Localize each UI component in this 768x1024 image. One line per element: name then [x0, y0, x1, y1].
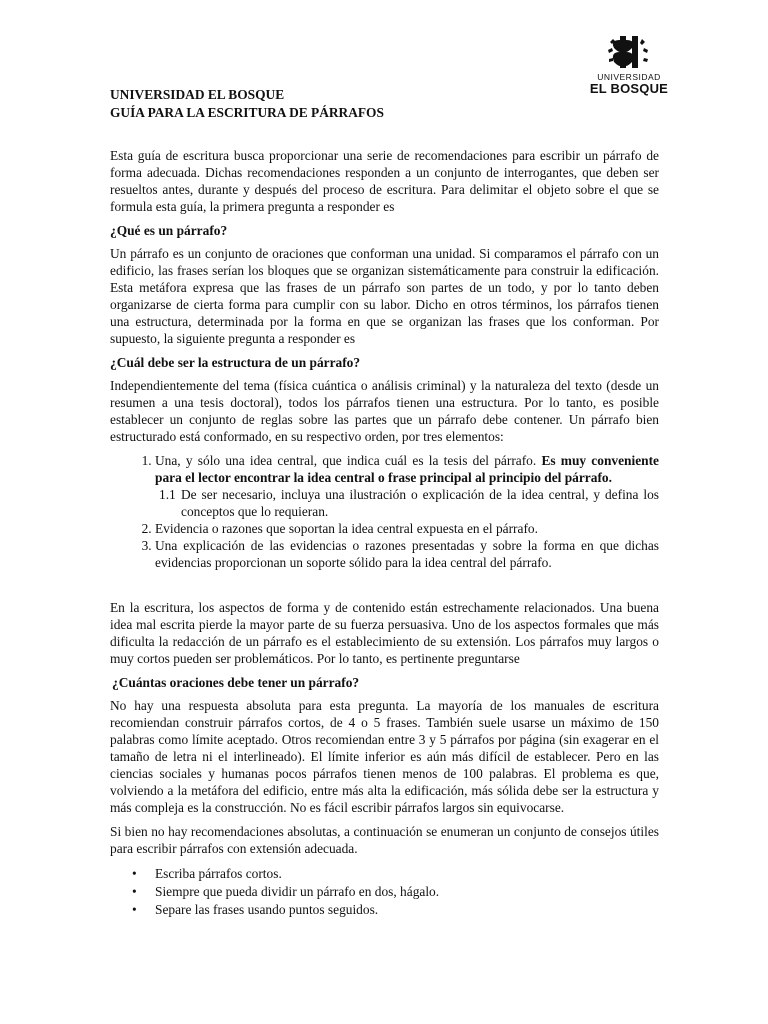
structure-list [110, 452, 659, 571]
question-heading-3: ¿Cuántas oraciones debe tener un párrafo? [112, 675, 360, 690]
university-seal-icon [606, 32, 652, 72]
list-item: 2. Evidencia o razones que soportan la idea central expuesta en el párrafo. [155, 520, 659, 537]
document-header [110, 86, 384, 122]
question-heading-1: ¿Qué es un párrafo? [110, 223, 228, 238]
sub-item-number: 1.1 [159, 487, 176, 502]
list-item [155, 452, 659, 520]
paragraph-recommendations: Si bien no hay recomendaciones absolutas, a continuación se enumeran un conjunto de consejos útiles para escribir párrafos con extensión adecuada. [110, 824, 659, 856]
document-body [110, 147, 659, 919]
paragraph-definition: Un párrafo es un conjunto de oraciones que conforman una unidad. Si comparamos el párrafo con un edificio, las frases serían los bloques que se organizan sistemáticamente para construir la edificación. Esta metáfora expresa que las frases de un párrafo son partes de un todo, y por lo tanto deben organizarse de cierta forma para cumplir con su labor. Dicho en otros términos, los párrafos tienen una estructura, determinada por la forma en que se organizan las frases que los conforman. Por supuesto, la siguiente pregunta a responder es [110, 246, 659, 346]
list-item: • Separe las frases usando puntos seguidos. [155, 901, 659, 918]
logo-small-text: UNIVERSIDAD [597, 72, 661, 82]
list-item: • Escriba párrafos cortos. [155, 865, 659, 882]
list-item-1-text: Una, y sólo una idea central, que indica cuál es la tesis del párrafo. [155, 453, 542, 468]
intro-paragraph: Esta guía de escritura busca proporcionar una serie de recomendaciones para escribir un párrafo de forma adecuada. Dichas recomendaciones responden a un conjunto de interrogantes, que deben ser resueltos antes, durante y después del proceso de escritura. Para delimitar el objeto sobre el que se formula esta guía, la primera pregunta a responder es [110, 148, 659, 214]
tips-list [110, 865, 659, 918]
list-item: 3. Una explicación de las evidencias o razones presentadas y sobre la forma en que dichas evidencias proporcionan un soporte sólido para la idea central del párrafo. [155, 537, 659, 571]
header-guide-title: GUÍA PARA LA ESCRITURA DE PÁRRAFOS [110, 105, 384, 120]
paragraph-form-content: En la escritura, los aspectos de forma y de contenido están estrechamente relacionados. Una buena idea mal escrita pierde la mayor parte de su fuerza persuasiva. Uno de los aspectos formales que más dificulta la redacción de un párrafo es el establecimiento de su extensión. Los párrafos muy largos o muy cortos pueden ser problemáticos. Por lo tanto, es pertinente preguntarse [110, 600, 659, 666]
list-item-1-bold: Es muy conveniente para el lector encontrar la idea central o frase principal al principio del párrafo. [155, 453, 659, 485]
header-university: UNIVERSIDAD EL BOSQUE [110, 87, 285, 102]
university-logo [583, 32, 675, 102]
question-heading-2: ¿Cuál debe ser la estructura de un párrafo? [110, 355, 361, 370]
sub-list-item [159, 486, 659, 520]
list-item: • Siempre que pueda dividir un párrafo en dos, hágalo. [155, 883, 659, 900]
sub-item-text: De ser necesario, incluya una ilustración o explicación de la idea central, y defina los conceptos que lo requieran. [181, 487, 659, 519]
paragraph-structure: Independientemente del tema (física cuántica o análisis criminal) y la naturaleza del texto (desde un resumen a una tesis doctoral), todos los párrafos tienen una estructura. Por lo tanto, es posible establecer un conjunto de reglas sobre las partes que un párrafo debe contener. Un párrafo bien estructurado está conformado, en su respectivo orden, por tres elementos: [110, 378, 659, 444]
paragraph-length: No hay una respuesta absoluta para esta pregunta. La mayoría de los manuales de escritura recomiendan construir párrafos cortos, de 4 o 5 frases. También suele usarse un máximo de 150 palabras como límite aceptado. Otros recomiendan entre 3 y 5 párrafos por página (sin exagerar en el tamaño de letra ni el interlineado). El límite inferior es aún más difícil de establecer. Pero en las ciencias sociales y humanas pocos párrafos tienen menos de 100 palabras. El problema es que, volviendo a la metáfora del edificio, entre más alta la edificación, más sólida debe ser la estructura y más compleja es la construcción. No es fácil escribir párrafos largos sin equivocarse. [110, 698, 659, 815]
logo-big-text: EL BOSQUE [589, 81, 669, 96]
